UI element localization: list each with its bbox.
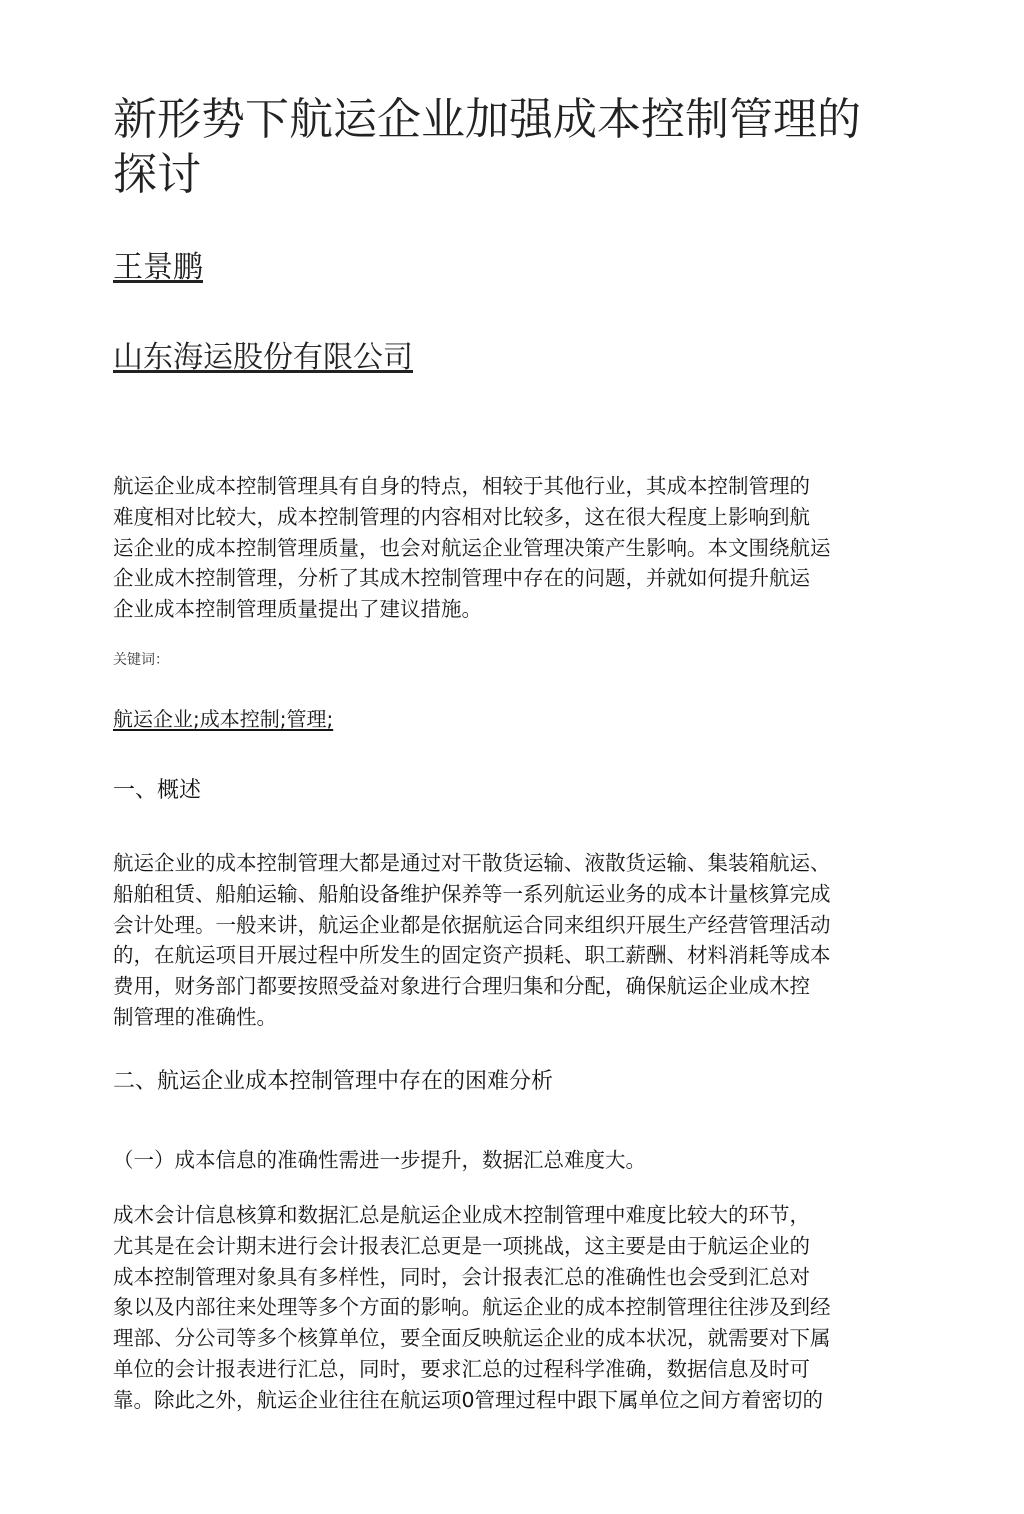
body-line: 的，在航运项目开展过程中所发生的固定资产损耗、职工薪酬、材料消耗等成本 [113, 943, 831, 968]
paper-title [113, 92, 893, 202]
keywords-label: 关键词： [113, 652, 169, 668]
body-line: 制管理的准确性。 [113, 1004, 277, 1029]
body-line: 成木会计信息核算和数据汇总是航运企业成木控制管理中难度比较大的环节， [113, 1203, 810, 1227]
overview-paragraph [113, 848, 913, 1033]
subsection-paragraph [113, 1200, 913, 1416]
section-heading-difficulties: 二、航运企业成本控制管理中存在的困难分析 [113, 1069, 554, 1094]
body-line: 象以及内部往来处理等多个方面的影响。航运企业的成本控制管理往往涉及到经 [113, 1295, 831, 1320]
author-name[interactable]: 王景鹏 [113, 250, 203, 285]
body-line: 费用，财务部门都要按照受益对象进行合理归集和分配，确保航运企业成木控 [113, 974, 810, 999]
body-line: 航运企业的成本控制管理大都是通过对干散货运输、液散货运输、集装箱航运、 [113, 851, 831, 875]
title-line: 探讨 [113, 149, 201, 200]
body-line: 单位的会计报表进行汇总，同时，要求汇总的过程科学准确，数据信息及时可 [113, 1356, 810, 1381]
body-line: 成本控制管理对象具有多样性，同时，会计报表汇总的准确性也会受到汇总对 [113, 1264, 810, 1289]
body-line: 会计处理。一般来讲，航运企业都是依据航运合同来组织幵展生产经营管理活动 [113, 912, 831, 937]
abstract-paragraph [113, 471, 913, 625]
section-heading-overview: 一、概述 [113, 778, 202, 803]
author-organization[interactable]: 山东海运股份有限公司 [113, 340, 413, 375]
body-line: 理部、分公司等多个核算单位，要全面反映航运企业的成本状况，就需要对下属 [113, 1326, 831, 1351]
abstract-line: 运企业的成本控制管理质量，也会对航运企业管理决策产生影响。本文围绕航运 [113, 535, 831, 560]
body-line: 船舶租赁、船舶运输、船舶设备维护保养等一系列航运业务的成本计量核算完成 [113, 881, 831, 906]
body-line: 尤其是在会计期末进行会计报表汇总更是一项挑战，这主要是由于航运企业的 [113, 1233, 810, 1258]
abstract-line: 企业成本控制管理质量提出了建议措施。 [113, 597, 482, 622]
abstract-line: 企业成木控制管理，分析了其成木控制管理中存在的问题，并就如何提升航运 [113, 566, 810, 591]
abstract-line: 难度相对比较大，成本控制管理的内容相对比较多，这在很大程度上影响到航 [113, 504, 810, 529]
abstract-line: 航运企业成本控制管理具有自身的特点，相较于其他行业，其成本控制管理的 [113, 474, 810, 498]
title-line: 新形势下航运企业加强成本控制管理的 [113, 94, 861, 145]
body-line: 靠。除此之外，航运企业往往在航运项0管理过程中跟下属单位之间方着密切的 [113, 1387, 824, 1412]
keywords-list[interactable]: 航运企业;成本控制;管理; [113, 707, 334, 731]
subsection-heading-1: （一）成本信息的准确性需进一步提升，数据汇总难度大。 [113, 1148, 646, 1172]
